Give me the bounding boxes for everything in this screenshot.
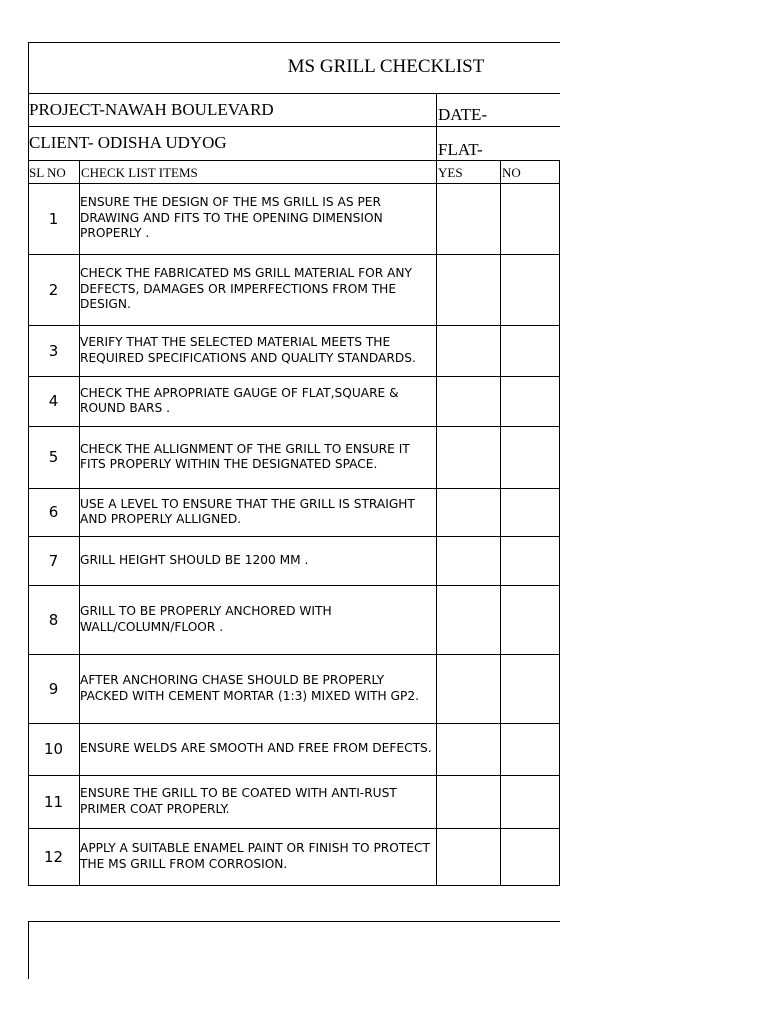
row-number: 7 <box>48 551 59 570</box>
checklist-item <box>80 723 436 775</box>
row-number: 5 <box>48 448 59 466</box>
project-divider <box>28 126 560 127</box>
col-header-no: NO <box>502 165 521 180</box>
no-checkbox-cell[interactable] <box>501 723 559 775</box>
no-checkbox-cell[interactable] <box>501 376 559 426</box>
row-number: 12 <box>43 847 64 866</box>
row-divider <box>28 885 560 886</box>
yes-checkbox-cell[interactable] <box>437 585 500 654</box>
yes-checkbox-cell[interactable] <box>437 376 500 426</box>
checklist-item-text: USE A LEVEL TO ENSURE THAT THE GRILL IS STRAIGHT AND PROPERLY ALLIGNED. <box>80 496 415 526</box>
flat-label: FLAT- <box>438 140 483 159</box>
client-label: CLIENT- ODISHA UDYOG <box>29 133 227 152</box>
col-header-sl-no: SL NO <box>29 165 66 180</box>
checklist-item <box>80 426 436 488</box>
checklist-item-text: CHECK THE FABRICATED MS GRILL MATERIAL FOR ANY DEFECTS, DAMAGES OR IMPERFECTIONS FROM THE DESIGN. <box>80 266 412 312</box>
checklist-item-text: ENSURE THE GRILL TO BE COATED WITH ANTI-RUST PRIMER COAT PROPERLY. <box>80 786 397 816</box>
yes-checkbox-cell[interactable] <box>437 254 500 325</box>
no-checkbox-cell[interactable] <box>501 828 559 885</box>
checklist-item <box>80 585 436 654</box>
checklist-item <box>80 654 436 723</box>
yes-checkbox-cell[interactable] <box>437 183 500 254</box>
row-number: 3 <box>48 341 59 360</box>
no-checkbox-cell[interactable] <box>501 488 559 536</box>
checklist-item <box>80 183 436 254</box>
checklist-item-text: VERIFY THAT THE SELECTED MATERIAL MEETS THE REQUIRED SPECIFICATIONS AND QUALITY STANDARDS. <box>80 335 416 365</box>
yes-checkbox-cell[interactable] <box>437 723 500 775</box>
row-number: 8 <box>48 610 59 629</box>
date-label: DATE- <box>438 105 488 124</box>
checklist-item <box>80 254 436 325</box>
checklist-item <box>80 775 436 828</box>
yes-checkbox-cell[interactable] <box>437 325 500 376</box>
col-header-yes: YES <box>438 165 463 180</box>
checklist-item-text: APPLY A SUITABLE ENAMEL PAINT OR FINISH TO PROTECT THE MS GRILL FROM CORROSION. <box>80 841 430 871</box>
checklist-item-text: CHECK THE APROPRIATE GAUGE OF FLAT,SQUARE & ROUND BARS . <box>80 385 399 415</box>
client-divider <box>28 160 560 161</box>
no-checkbox-cell[interactable] <box>501 183 559 254</box>
yes-checkbox-cell[interactable] <box>437 488 500 536</box>
checklist-item <box>80 376 436 426</box>
checklist-item-text: ENSURE THE DESIGN OF THE MS GRILL IS AS PER DRAWING AND FITS TO THE OPENING DIMENSION PROPERLY . <box>80 195 383 241</box>
row-number: 4 <box>48 392 59 410</box>
no-checkbox-cell[interactable] <box>501 426 559 488</box>
checklist-item <box>80 536 436 585</box>
no-checkbox-cell[interactable] <box>501 325 559 376</box>
row-number: 2 <box>48 280 59 299</box>
checklist-item-text: ENSURE WELDS ARE SMOOTH AND FREE FROM DEFECTS. <box>80 741 432 756</box>
checklist-item-text: AFTER ANCHORING CHASE SHOULD BE PROPERLY PACKED WITH CEMENT MORTAR (1:3) MIXED WITH GP2. <box>80 673 419 703</box>
yes-checkbox-cell[interactable] <box>437 426 500 488</box>
top-border <box>28 42 560 43</box>
checklist-item-text: GRILL HEIGHT SHOULD BE 1200 MM . <box>80 552 309 567</box>
row-number: 6 <box>48 503 59 521</box>
row-number: 1 <box>48 209 59 228</box>
yes-checkbox-cell[interactable] <box>437 654 500 723</box>
no-checkbox-cell[interactable] <box>501 254 559 325</box>
title-divider <box>28 93 560 94</box>
footer-top-border <box>28 921 560 922</box>
yes-checkbox-cell[interactable] <box>437 828 500 885</box>
row-number: 11 <box>43 792 64 811</box>
document-title: MS GRILL CHECKLIST <box>287 56 485 77</box>
yes-checkbox-cell[interactable] <box>437 536 500 585</box>
checklist-item <box>80 488 436 536</box>
yes-checkbox-cell[interactable] <box>437 775 500 828</box>
no-checkbox-cell[interactable] <box>501 536 559 585</box>
row-number: 9 <box>48 679 59 698</box>
checklist-item <box>80 828 436 885</box>
right-border <box>559 160 560 885</box>
no-checkbox-cell[interactable] <box>501 775 559 828</box>
date-column-divider <box>436 93 437 160</box>
checklist-item-text: GRILL TO BE PROPERLY ANCHORED WITH WALL/COLUMN/FLOOR . <box>80 604 332 634</box>
footer-left-border <box>28 921 29 979</box>
row-number: 10 <box>43 740 64 758</box>
no-checkbox-cell[interactable] <box>501 654 559 723</box>
col-header-items: CHECK LIST ITEMS <box>81 165 198 180</box>
checklist-item <box>80 325 436 376</box>
no-checkbox-cell[interactable] <box>501 585 559 654</box>
checklist-item-text: CHECK THE ALLIGNMENT OF THE GRILL TO ENSURE IT FITS PROPERLY WITHIN THE DESIGNATED SPACE. <box>80 441 410 471</box>
project-label: PROJECT-NAWAH BOULEVARD <box>29 100 274 119</box>
